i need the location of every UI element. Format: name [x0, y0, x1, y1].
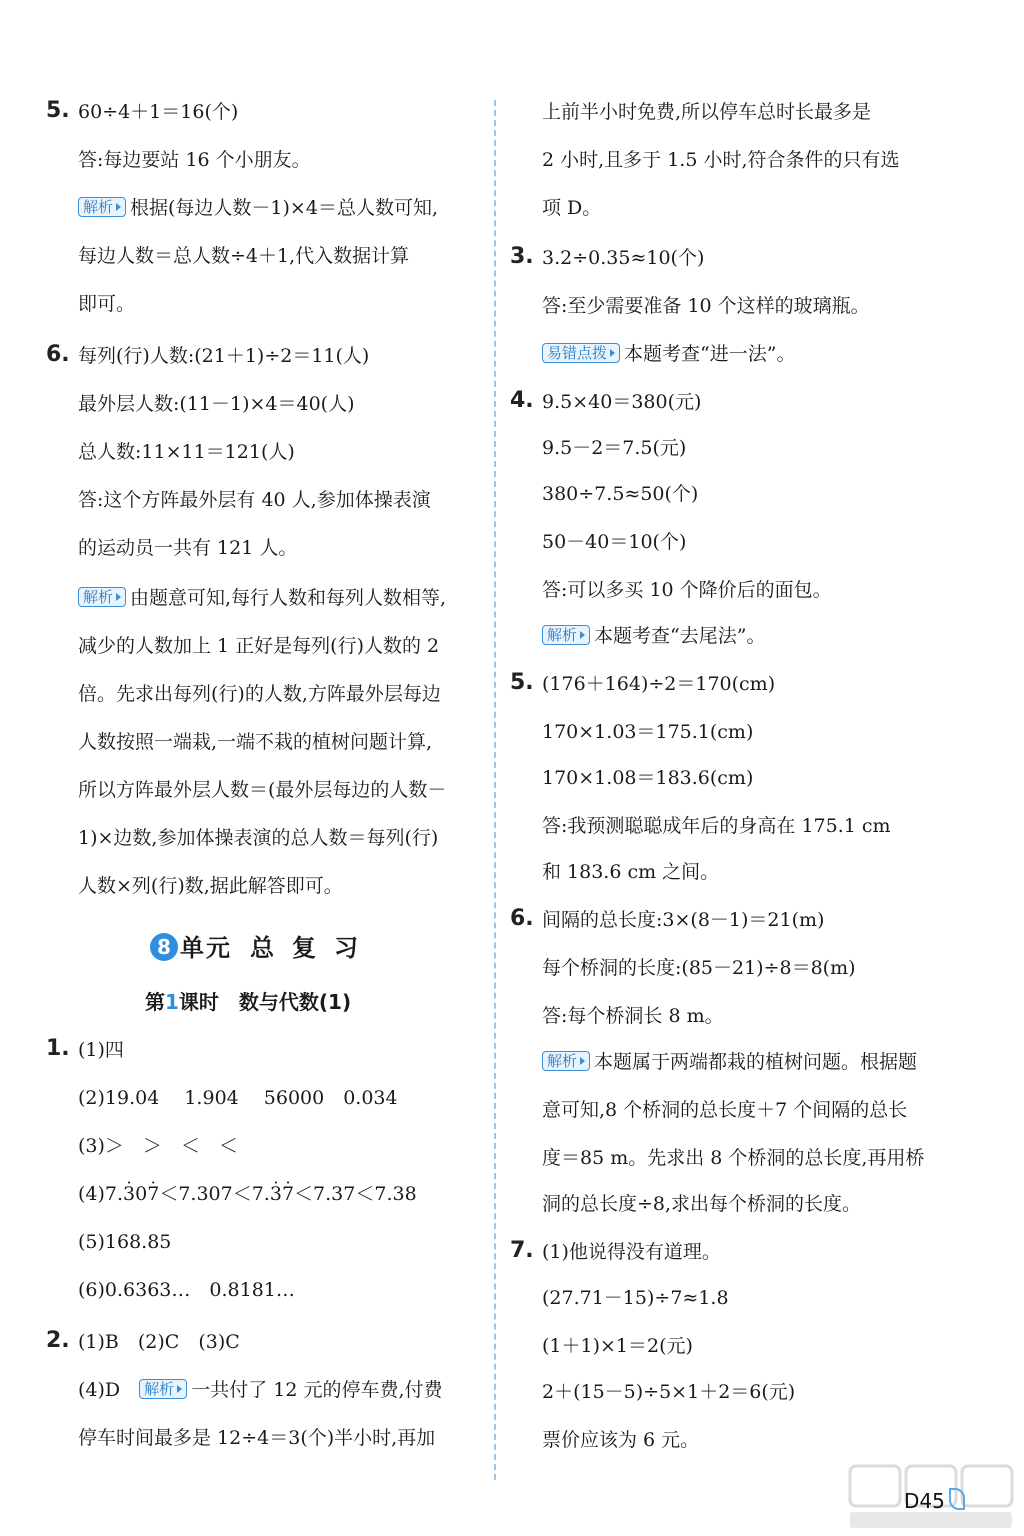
- q5-line: 60÷4＋1＝16(个): [78, 101, 239, 123]
- q2-line: 停车时间最多是 12÷4＝3(个)半小时,再加: [78, 1427, 436, 1449]
- q5-analysis: 解析 根据(每边人数－1)×4＝总人数可知,: [78, 196, 438, 220]
- q6-analysis-line: 人数按照一端栽,一端不栽的植树问题计算,: [78, 731, 433, 753]
- q5r-number: 5.: [510, 670, 534, 695]
- q5r-line: 170×1.08＝183.6(cm): [542, 767, 754, 789]
- q4-line: 50－40＝10(个): [542, 531, 687, 553]
- q1-line-repeating-decimals: (4)7.· 30· 7＜7.307＜7.· 3· 7＜7.37＜7.38: [78, 1182, 417, 1206]
- analysis-tag: 解析: [78, 197, 126, 217]
- analysis-tag: 解析: [542, 625, 590, 645]
- q5-number: 5.: [46, 98, 70, 123]
- q5r-line: 170×1.03＝175.1(cm): [542, 721, 754, 743]
- q3-answer: 答:至少需要准备 10 个这样的玻璃瓶。: [542, 295, 870, 317]
- q7-line: (1)他说得没有道理。: [542, 1241, 721, 1263]
- q2-line: (1)B (2)C (3)C: [78, 1331, 240, 1353]
- q6-line: 每列(行)人数:(21＋1)÷2＝11(人): [78, 345, 370, 367]
- q6r-analysis-line: 洞的总长度÷8,求出每个桥洞的长度。: [542, 1193, 862, 1215]
- q3-tip: 易错点拨 本题考查“进一法”。: [542, 342, 795, 366]
- unit-heading: 8 单元 总复习: [150, 928, 376, 964]
- q7-line: (1＋1)×1＝2(元): [542, 1335, 693, 1357]
- q4-line: 9.5－2＝7.5(元): [542, 437, 687, 459]
- q6r-line: 间隔的总长度:3×(8－1)＝21(m): [542, 909, 825, 931]
- q6-analysis-line: 减少的人数加上 1 正好是每列(行)人数的 2: [78, 635, 440, 657]
- q6r-analysis-line: 度＝85 m。先求出 8 个桥洞的总长度,再用桥: [542, 1147, 925, 1169]
- analysis-tag: 解析: [139, 1379, 187, 1399]
- q6-line: 最外层人数:(11－1)×4＝40(人): [78, 393, 355, 415]
- q5r-line: (176＋164)÷2＝170(cm): [542, 673, 776, 695]
- q3-line: 3.2÷0.35≈10(个): [542, 247, 705, 269]
- q5r-answer: 和 183.6 cm 之间。: [542, 861, 720, 883]
- q6r-analysis-line: 意可知,8 个桥洞的总长度＋7 个间隔的总长: [542, 1099, 908, 1121]
- q4-line: 9.5×40＝380(元): [542, 391, 702, 413]
- q1-line: (1)四: [78, 1039, 124, 1061]
- unit-badge: 8: [150, 933, 178, 961]
- analysis-tag: 解析: [542, 1051, 590, 1071]
- q4-answer: 答:可以多买 10 个降价后的面包。: [542, 579, 832, 601]
- q7-line: 2＋(15－5)÷5×1＋2＝6(元): [542, 1381, 796, 1403]
- q5-analysis-line: 即可。: [78, 293, 136, 315]
- q6r-answer: 答:每个桥洞长 8 m。: [542, 1005, 724, 1027]
- q5-analysis-line: 每边人数＝总人数÷4＋1,代入数据计算: [78, 245, 410, 267]
- q6-analysis: 解析 由题意可知,每行人数和每列人数相等,: [78, 586, 446, 610]
- page-curl-icon: [949, 1488, 965, 1510]
- q1-number: 1.: [46, 1036, 70, 1061]
- q2-continued-line: 上前半小时免费,所以停车总时长最多是: [542, 101, 872, 123]
- q6-analysis-line: 1)×边数,参加体操表演的总人数＝每列(行): [78, 827, 439, 849]
- q6-answer: 答:这个方阵最外层有 40 人,参加体操表演: [78, 489, 431, 511]
- q6-line: 总人数:11×11＝121(人): [78, 441, 295, 463]
- lesson-heading: 第1课时 数与代数(1): [145, 990, 352, 1014]
- q6r-number: 6.: [510, 906, 534, 931]
- q6-analysis-line: 所以方阵最外层人数＝(最外层每边的人数－: [78, 779, 447, 801]
- q2-continued-line: 2 小时,且多于 1.5 小时,符合条件的只有选: [542, 149, 900, 171]
- q6r-analysis: 解析 本题属于两端都栽的植树问题。根据题: [542, 1050, 917, 1074]
- q2-continued-line: 项 D。: [542, 197, 602, 219]
- q3-number: 3.: [510, 244, 534, 269]
- analysis-tag: 解析: [78, 587, 126, 607]
- q6-analysis-line: 倍。先求出每列(行)的人数,方阵最外层每边: [78, 683, 441, 705]
- q6-answer: 的运动员一共有 121 人。: [78, 537, 298, 559]
- q5r-answer: 答:我预测聪聪成年后的身高在 175.1 cm: [542, 815, 891, 837]
- q1-line: (3)＞ ＞ ＜ ＜: [78, 1135, 238, 1157]
- q1-line: (6)0.6363… 0.8181…: [78, 1279, 295, 1301]
- page-number: D45: [904, 1488, 965, 1513]
- q1-line: (5)168.85: [78, 1231, 172, 1253]
- q7-line: (27.71－15)÷7≈1.8: [542, 1287, 729, 1309]
- q1-line: (2)19.04 1.904 56000 0.034: [78, 1087, 398, 1109]
- q4-line: 380÷7.5≈50(个): [542, 483, 699, 505]
- q2-line: (4)D 解析 一共付了 12 元的停车费,付费: [78, 1379, 443, 1401]
- q6-analysis-line: 人数×列(行)数,据此解答即可。: [78, 875, 343, 897]
- q6r-line: 每个桥洞的长度:(85－21)÷8＝8(m): [542, 957, 856, 979]
- q4-number: 4.: [510, 388, 534, 413]
- q4-analysis: 解析 本题考查“去尾法”。: [542, 624, 765, 648]
- column-divider: [494, 100, 496, 1480]
- error-tip-tag: 易错点拨: [542, 343, 620, 363]
- q5-answer: 答:每边要站 16 个小朋友。: [78, 149, 311, 171]
- q2-number: 2.: [46, 1328, 70, 1353]
- q6-number: 6.: [46, 342, 70, 367]
- q7-answer: 票价应该为 6 元。: [542, 1429, 700, 1451]
- q7-number: 7.: [510, 1238, 534, 1263]
